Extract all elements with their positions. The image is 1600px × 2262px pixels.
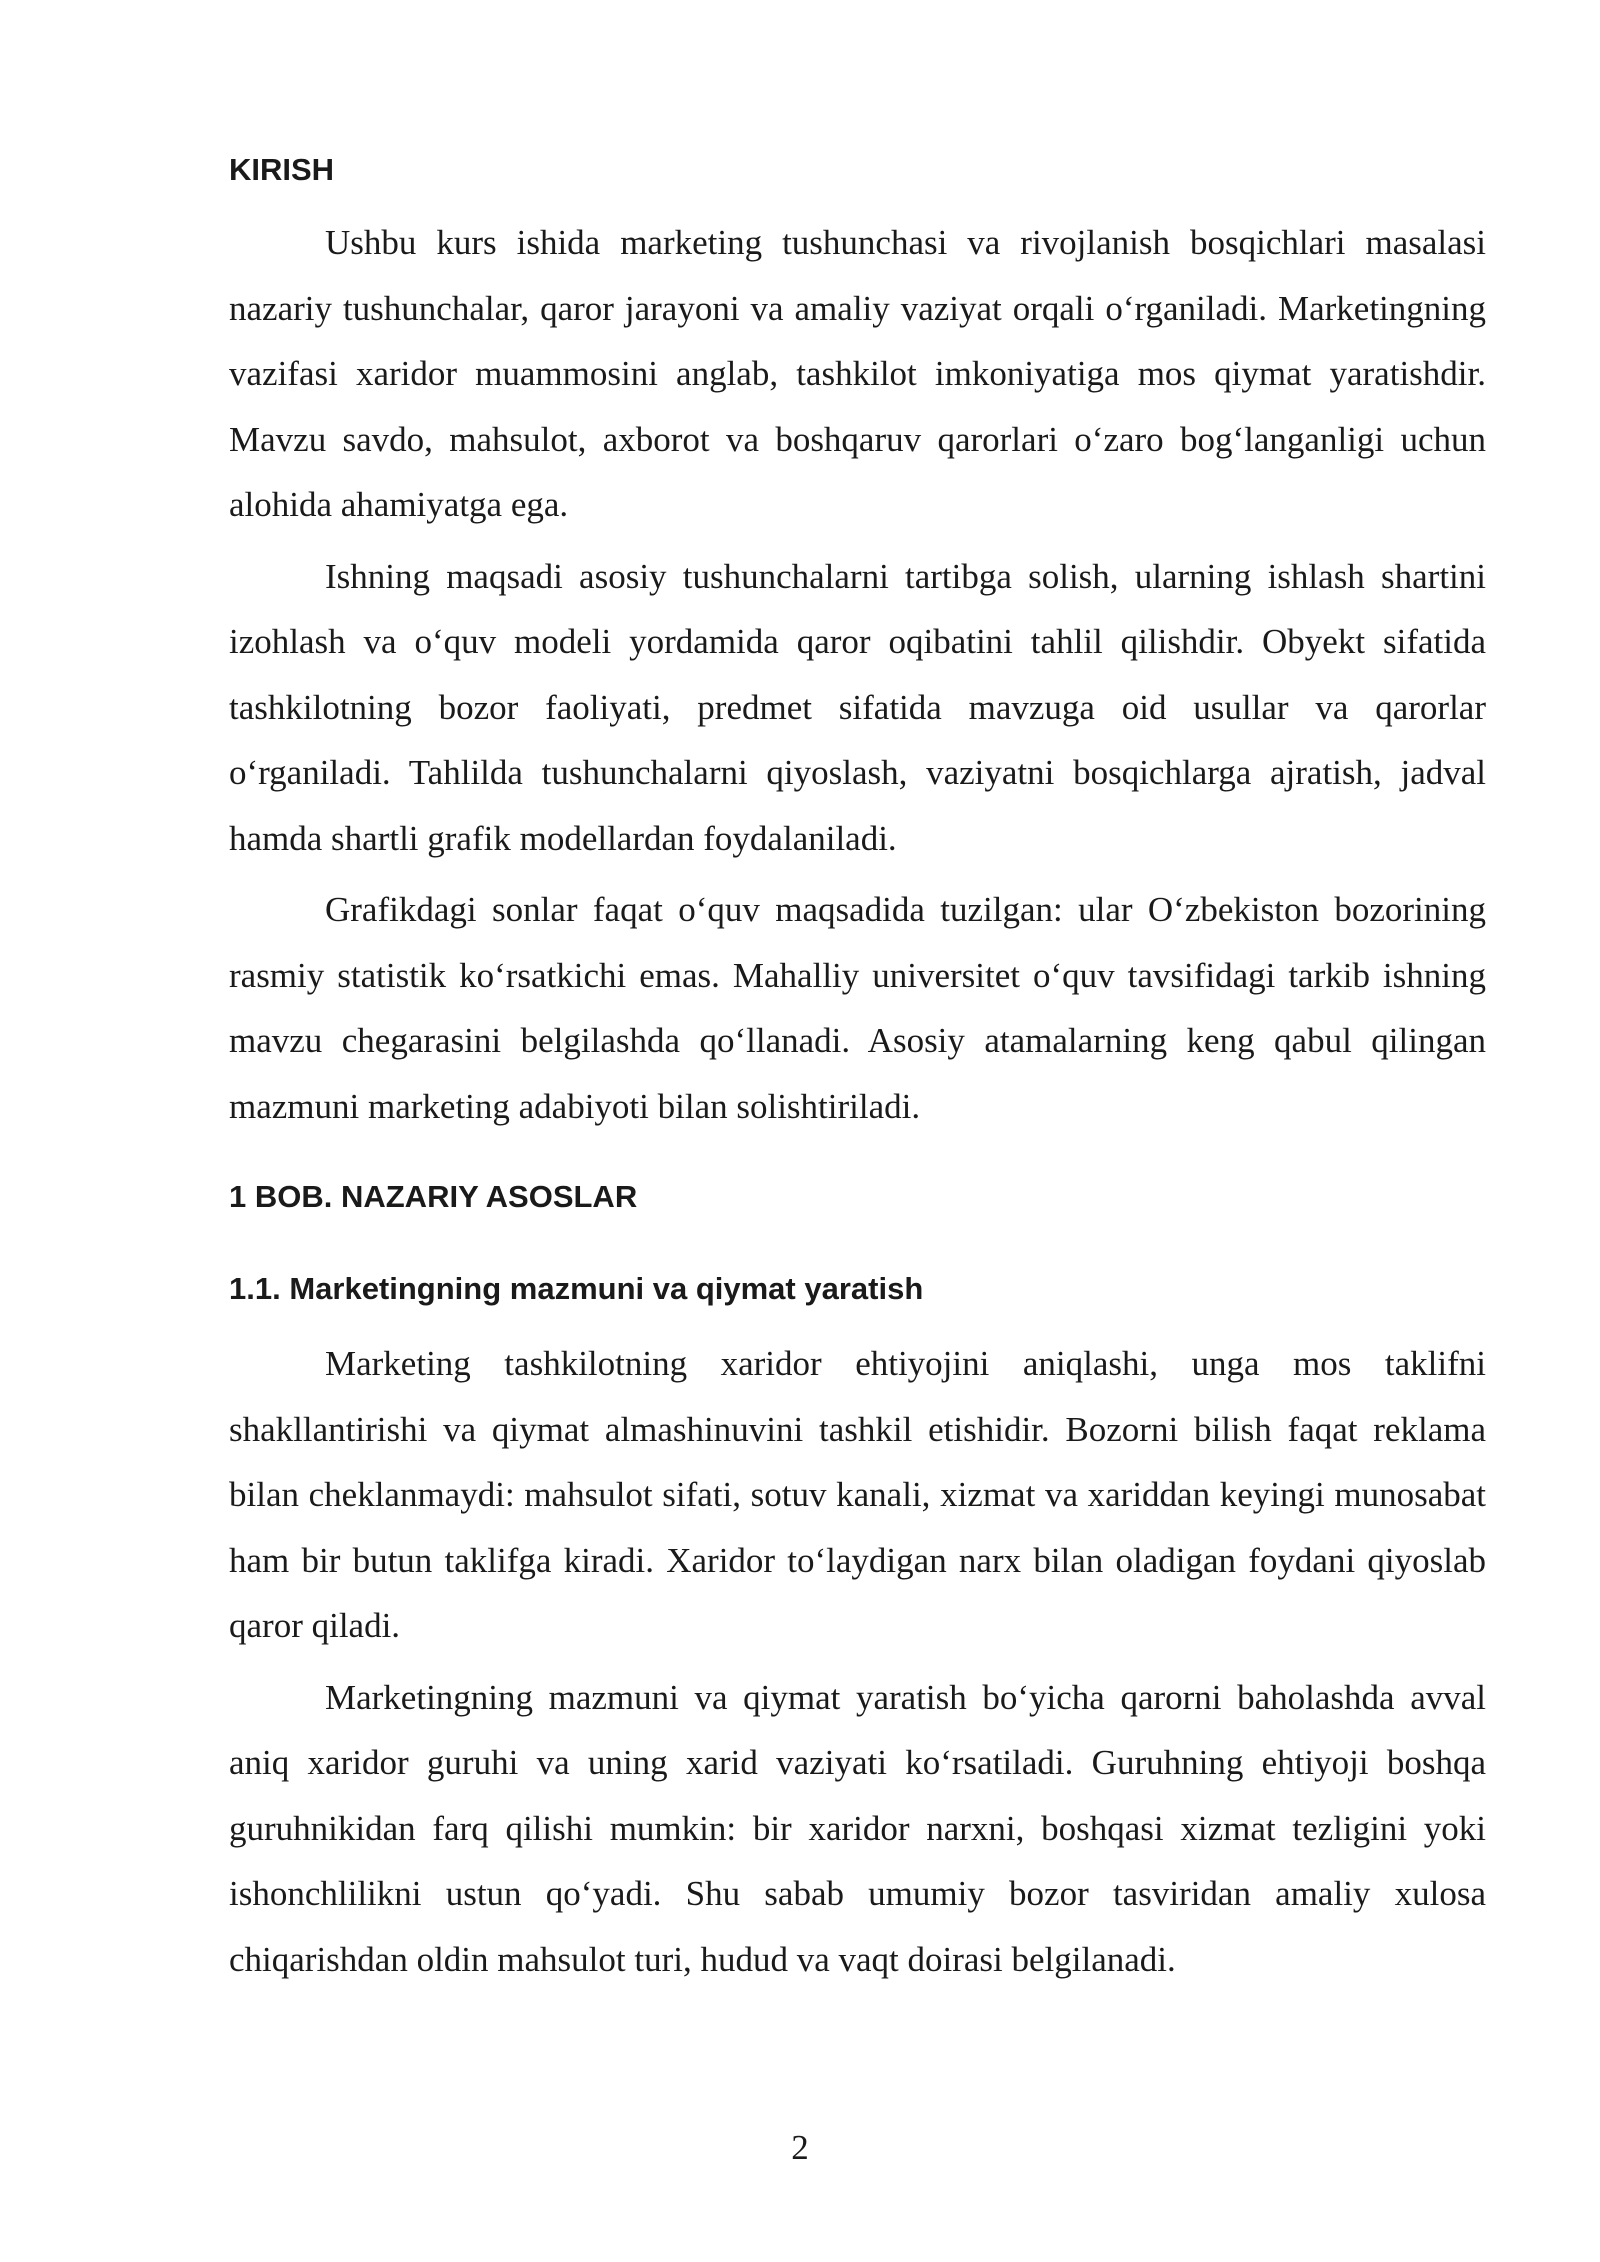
intro-paragraph-1: Ushbu kurs ishida marketing tushunchasi va rivojlanish bosqichlari masalasi nazariy tushunchalar, qaror jarayoni va amaliy vaziyat orqali o‘rganiladi. Marketingning vazifasi xaridor muammosini anglab, tashkilot imkoniyatiga mos qiymat yaratishdir. Mavzu savdo, mahsulot, axborot va boshqaruv qarorlari o‘zaro bog‘langanligi uchun alohida ahamiyatga ega. [229, 223, 1486, 524]
intro-heading: KIRISH [229, 152, 335, 187]
intro-paragraph-3: Grafikdagi sonlar faqat o‘quv maqsadida tuzilgan: ular O‘zbekiston bozorining rasmiy statistik ko‘rsatkichi emas. Mahalliy universitet o‘quv tavsifidagi tarkib ishning mavzu chegarasini belgilashda qo‘llanadi. Asosiy atamalarning keng qabul qilingan mazmuni marketing adabiyoti bilan solishtiriladi. [229, 890, 1486, 1126]
section-paragraph-2: Marketingning mazmuni va qiymat yaratish bo‘yicha qarorni baholashda avval aniq xaridor guruhi va uning xarid vaziyati ko‘rsatiladi. Guruhning ehtiyoji boshqa guruhnikidan farq qilishi mumkin: bir xaridor narxni, boshqasi xizmat tezligini yoki ishonchlilikni ustun qo‘yadi. Shu sabab umumiy bozor tasviridan amaliy xulosa chiqarishdan oldin mahsulot turi, hudud va vaqt doirasi belgilanadi. [229, 1677, 1486, 1979]
page-content [229, 150, 1486, 1998]
page-number: 2 [791, 2128, 809, 2167]
chapter-heading: 1 BOB. NAZARIY ASOSLAR [229, 1179, 638, 1214]
section-heading: 1.1. Marketingning mazmuni va qiymat yaratish [229, 1271, 924, 1306]
intro-paragraph-2: Ishning maqsadi asosiy tushunchalarni tartibga solish, ularning ishlash shartini izohlash va o‘quv modeli yordamida qaror oqibatini tahlil qilishdir. Obyekt sifatida tashkilotning bozor faoliyati, predmet sifatida mavzuga oid usullar va qarorlar o‘rganiladi. Tahlilda tushunchalarni qiyoslash, vaziyatni bosqichlarga ajratish, jadval hamda shartli grafik modellardan foydalaniladi. [229, 556, 1486, 858]
section-paragraph-1: Marketing tashkilotning xaridor ehtiyojini aniqlashi, unga mos taklifni shakllantirishi va qiymat almashinuvini tashkil etishidir. Bozorni bilish faqat reklama bilan cheklanmaydi: mahsulot sifati, sotuv kanali, xizmat va xariddan keyingi munosabat ham bir butun taklifga kiradi. Xaridor to‘laydigan narx bilan oladigan foydani qiyoslab qaror qiladi. [229, 1344, 1486, 1645]
